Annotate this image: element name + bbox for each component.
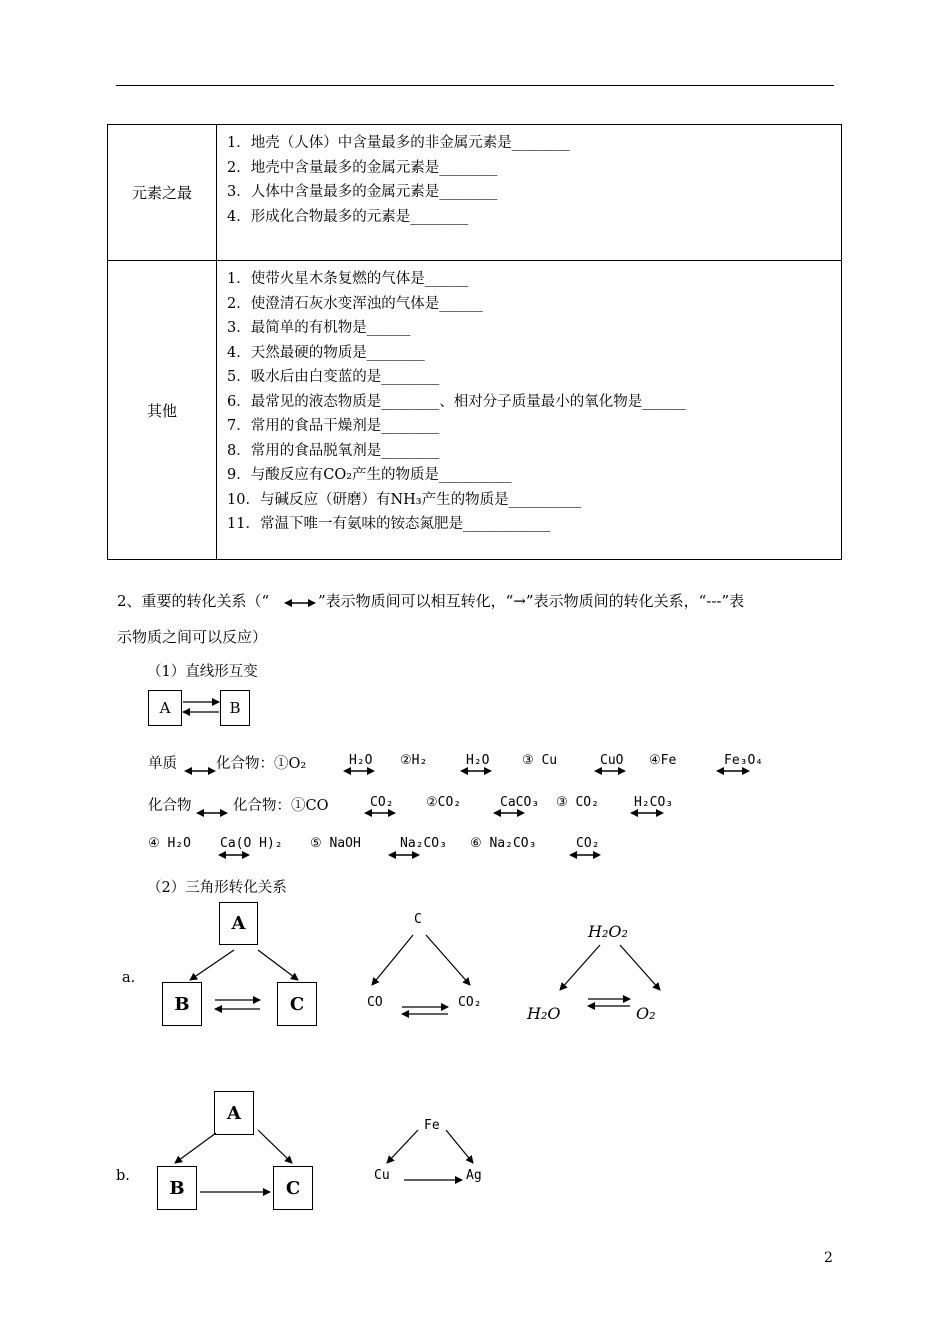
diagram-b-label: b. [116, 1168, 130, 1184]
row2-formula: ②CO₂ [426, 795, 462, 810]
intro-text-a: 2、重要的转化关系（“ [117, 592, 270, 610]
ex2-top: H₂O₂ [588, 922, 628, 941]
list-item: 2．地壳中含量最多的金属元素是________ [227, 159, 498, 176]
row3-formula: ⑤ NaOH [310, 836, 361, 851]
tri-a-box-left: B [162, 982, 202, 1026]
row3-formula: Na₂CO₃ [400, 836, 447, 851]
list-item: 8．常用的食品脱氧剂是________ [227, 442, 440, 459]
list-item: 4．天然最硬的物质是________ [227, 344, 425, 361]
list-item: 3．最简单的有机物是______ [227, 320, 411, 336]
list-item: 4．形成化合物最多的元素是________ [227, 208, 469, 225]
ex2-left: H₂O [527, 1004, 561, 1023]
ex1-left: CO [367, 995, 383, 1010]
category-cell: 其他 [108, 261, 217, 560]
list-item: 3．人体中含量最多的金属元素是________ [227, 184, 498, 200]
list-item: 2．使澄清石灰水变浑浊的气体是______ [227, 295, 483, 312]
list-item: 6．最常见的液态物质是________、相对分子质量最小的氧化物是______ [227, 393, 686, 410]
ex1-top: C [414, 912, 422, 927]
ex3-right: Ag [466, 1168, 482, 1183]
row3-formula: CO₂ [576, 836, 600, 851]
tri-a-box-top: A [219, 902, 258, 945]
box-b: B [220, 690, 250, 726]
list-item: 1．使带火星木条复燃的气体是______ [227, 271, 469, 287]
row3-formula: Ca(O H)₂ [220, 836, 283, 851]
list-item: 7．常用的食品干燥剂是________ [227, 418, 440, 434]
subsection-title-linear: （1）直线形互变 [147, 664, 258, 680]
tri-b-box-top: A [214, 1091, 254, 1135]
ex2-right: O₂ [636, 1004, 656, 1023]
ex2-arrows [560, 945, 660, 1006]
list-item: 1．地壳（人体）中含量最多的非金属元素是________ [227, 135, 570, 151]
row1-label-compound: 化合物：①O₂ [216, 756, 307, 772]
list-item: 10．与碱反应（研磨）有NH₃产生的物质是__________ [227, 491, 582, 508]
row2-formula: CO₂ [370, 795, 394, 810]
list-item: 5．吸水后由白变蓝的是________ [227, 369, 440, 385]
tri-a-box-right: C [277, 982, 317, 1026]
list-item: 9．与酸反应有CO₂产生的物质是__________ [227, 467, 512, 483]
row1-label-element: 单质 [148, 756, 177, 772]
linear-arrows-icon [183, 702, 219, 712]
ex3-arrows [387, 1130, 473, 1180]
category-cell: 元素之最 [108, 125, 217, 261]
row1-formula: ③ Cu [522, 753, 558, 768]
intro-text-line2: 示物质之间可以反应） [117, 628, 268, 646]
tri-b-box-left: B [157, 1166, 197, 1210]
row3-formula: ④ H₂O [148, 836, 191, 851]
tri-a-arrows [190, 950, 298, 1009]
row3-formula: ⑥ Na₂CO₃ [470, 836, 537, 851]
row2-formula: H₂CO₃ [634, 795, 674, 810]
tri-b-box-right: C [273, 1166, 313, 1210]
row2-formula: CaCO₃ [500, 795, 540, 810]
diagram-a-label: a. [122, 970, 136, 986]
box-a: A [148, 690, 182, 726]
ex3-top: Fe [424, 1118, 440, 1133]
row2-label-compound2: 化合物：①CO [233, 798, 329, 814]
ex1-arrows [372, 935, 470, 1014]
subsection-title-triangle: （2）三角形转化关系 [147, 880, 287, 896]
row1-formula: H₂O [466, 753, 490, 768]
row2-formula: ③ CO₂ [556, 795, 599, 810]
row1-formula: CuO [600, 753, 624, 768]
row1-formula: Fe₃O₄ [724, 753, 764, 768]
intro-text-b: ”表示物质间可以相互转化，“→”表示物质间的转化关系，“---”表 [318, 592, 745, 610]
ex3-left: Cu [374, 1168, 390, 1183]
list-item: 11．常温下唯一有氨味的铵态氮肥是____________ [227, 516, 550, 532]
row1-formula: H₂O [349, 753, 373, 768]
row1-formula: ④Fe [649, 753, 677, 768]
row1-formula: ②H₂ [400, 753, 428, 768]
tri-b-arrows [175, 1130, 292, 1192]
row2-label-compound: 化合物 [148, 798, 192, 814]
page-number: 2 [824, 1250, 833, 1266]
ex1-right: CO₂ [458, 995, 482, 1010]
